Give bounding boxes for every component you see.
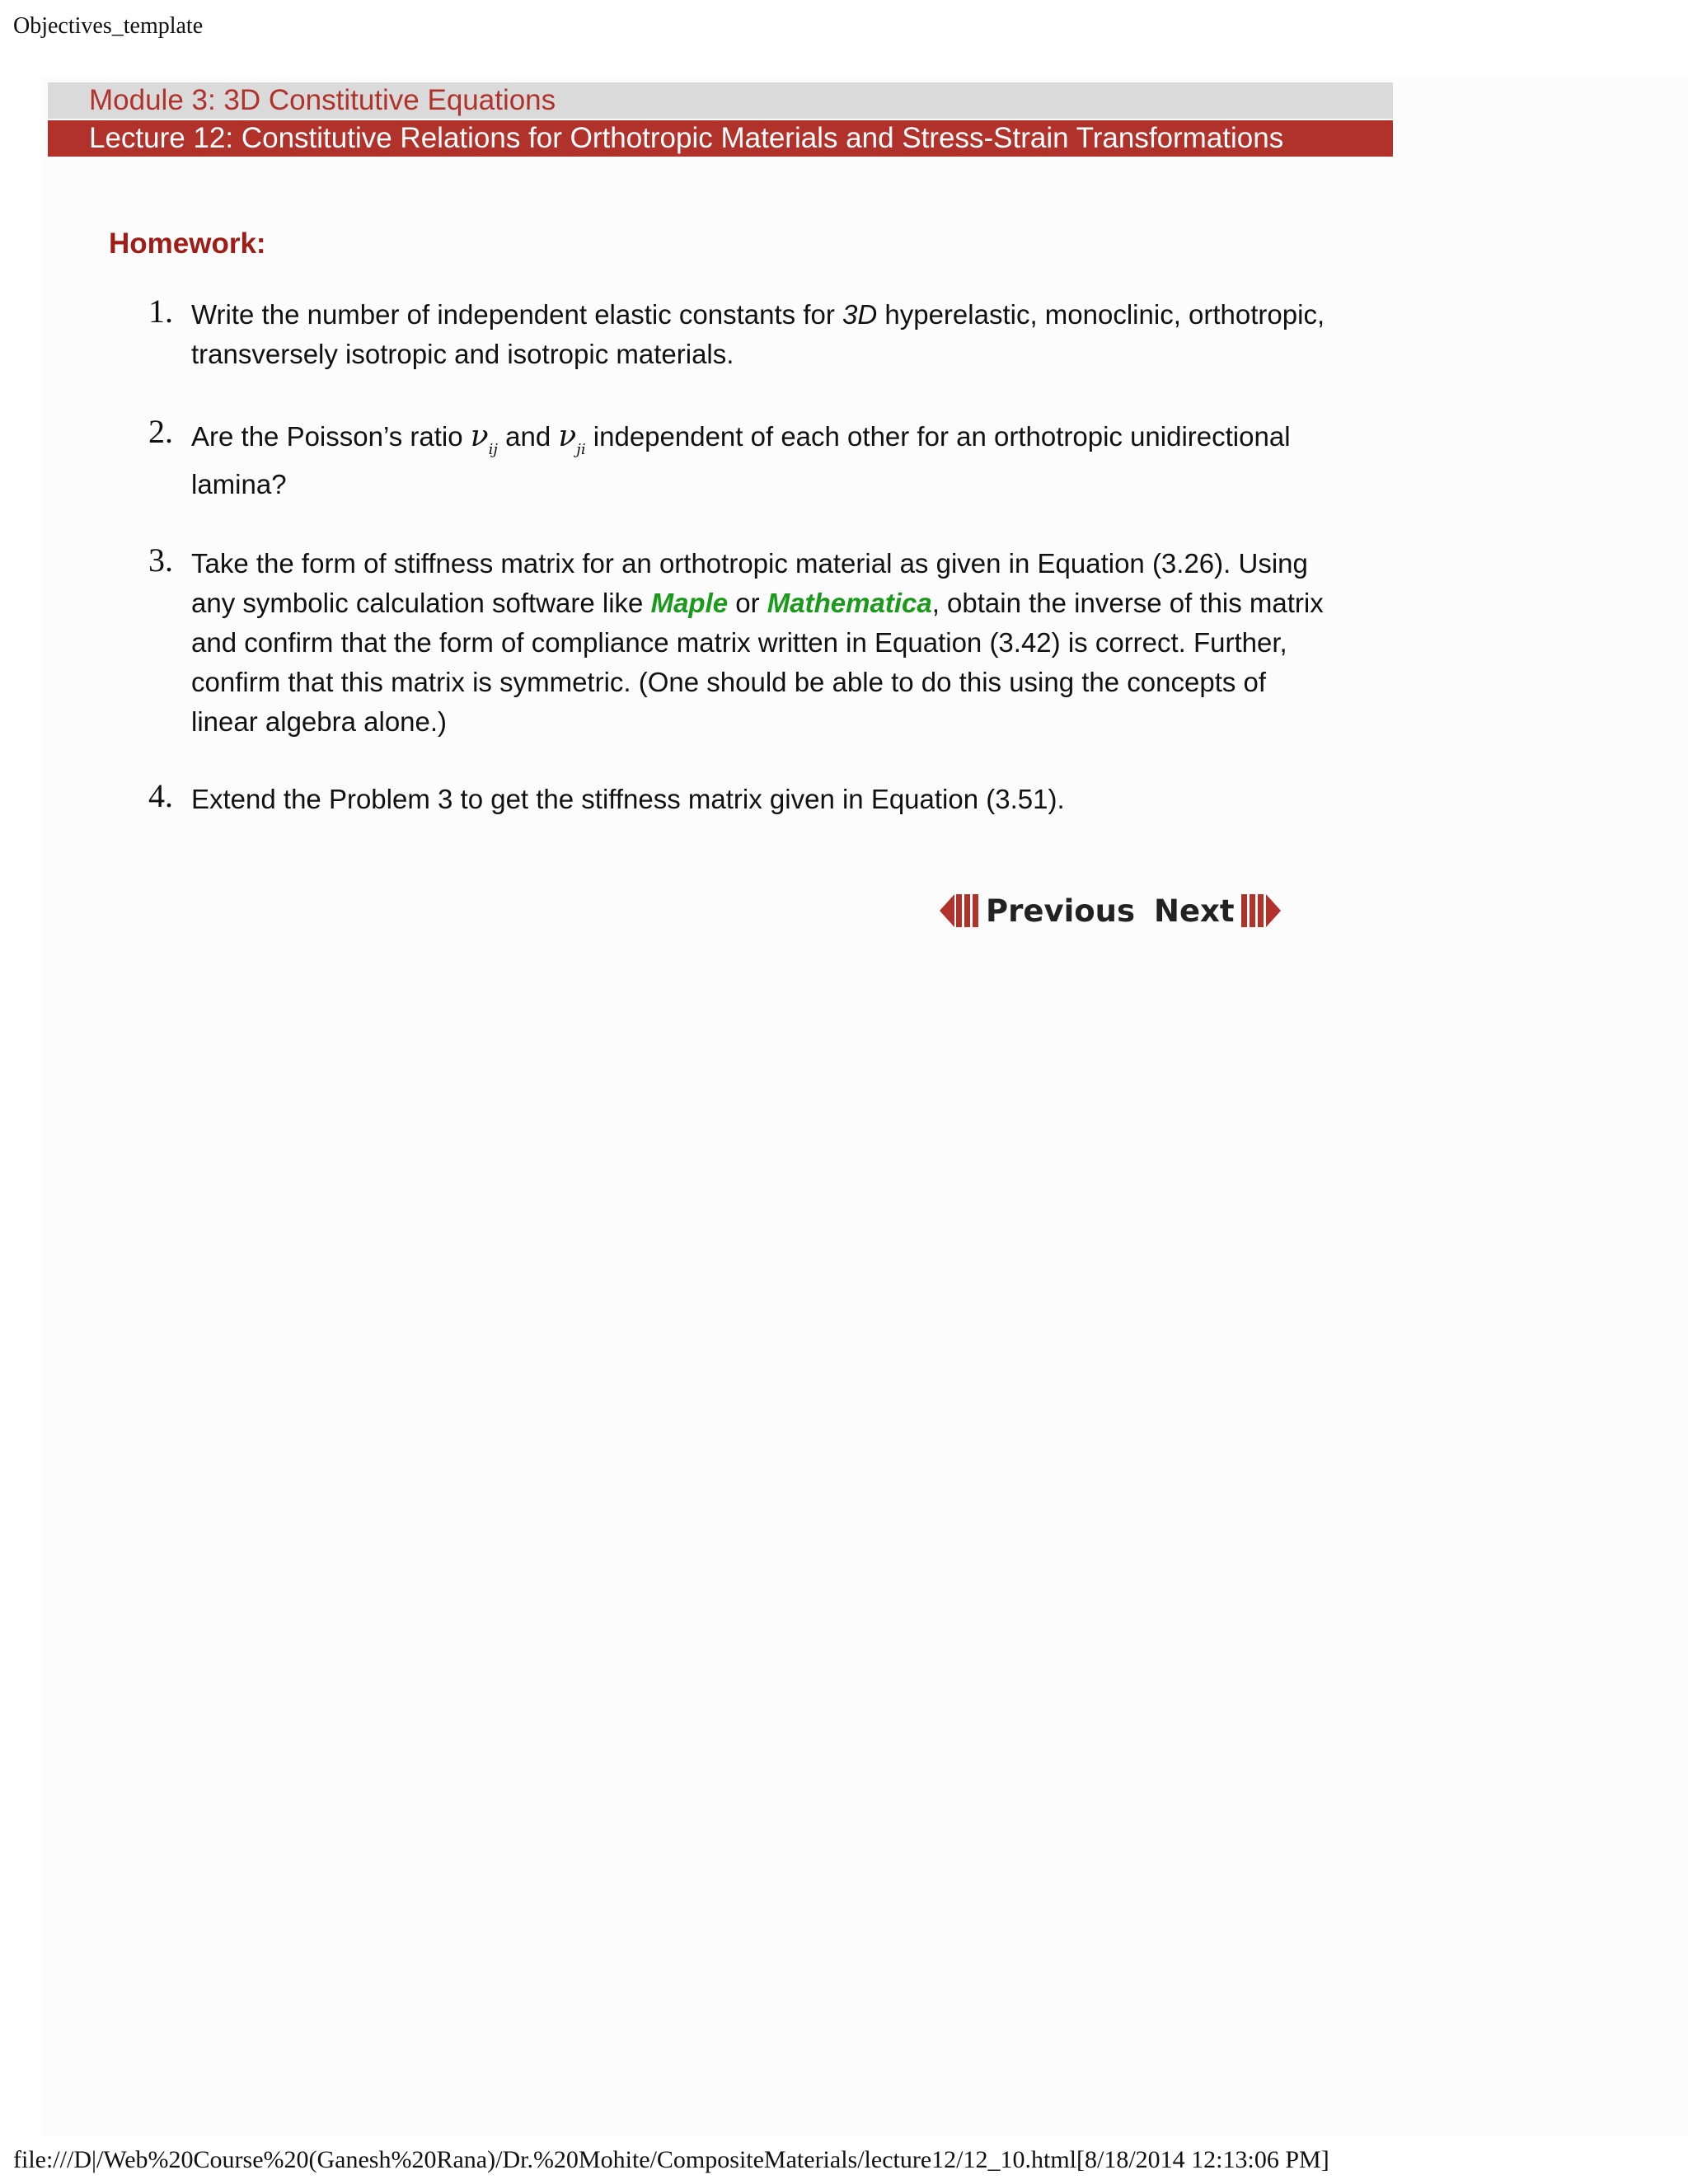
previous-label: Previous [986, 893, 1136, 929]
item-line: linear algebra alone.) [191, 706, 448, 737]
next-arrow-icon [1240, 893, 1282, 929]
page-background [41, 76, 1688, 2136]
item-line: any symbolic calculation software like Maple or Mathematica, obtain the inverse of this matrix [191, 588, 1324, 618]
item-number: 1. [148, 293, 173, 330]
nu-ji-symbol: $\nu_{ji}$ [558, 419, 586, 458]
item-line: and confirm that the form of compliance matrix written in Equation (3.42) is correct. Further, [191, 627, 1287, 658]
previous-arrow-icon [940, 893, 982, 929]
item-text [191, 780, 1345, 819]
mathematica-software-name: Mathematica [767, 588, 932, 618]
item-line: confirm that this matrix is symmetric. (One should be able to do this using the concepts of [191, 667, 1267, 697]
item-text [191, 544, 1345, 742]
item-number: 4. [148, 777, 173, 814]
item-number: 3. [148, 541, 173, 579]
item-line: Take the form of stiffness matrix for an orthotropic material as given in Equation (3.26). Using [191, 548, 1308, 579]
maple-software-name: Maple [650, 588, 729, 618]
next-label: Next [1154, 893, 1235, 929]
lecture-title: Lecture 12: Constitutive Relations for Orthotropic Materials and Stress-Strain Transformations [89, 122, 1284, 154]
item-line: lamina? [191, 469, 287, 499]
item-text [191, 415, 1345, 506]
homework-heading: Homework: [109, 227, 266, 260]
module-title: Module 3: 3D Constitutive Equations [89, 84, 556, 116]
lecture-header-bar [48, 120, 1393, 157]
item-line: transversely isotropic and isotropic materials. [191, 339, 734, 369]
module-header-bar [48, 82, 1393, 119]
item-line: Extend the Problem 3 to get the stiffness matrix given in Equation (3.51). [191, 784, 1065, 814]
nu-ij-symbol: $\nu_{ij}$ [470, 419, 498, 458]
item-number: 2. [148, 413, 173, 450]
document-title: Objectives_template [13, 13, 204, 39]
previous-button[interactable] [940, 890, 1135, 931]
next-button[interactable] [1154, 890, 1282, 931]
item-text [191, 295, 1345, 374]
item-line: Are the Poisson’s ratio $\nu_{ij}$ and $\nu_{ji}$ independent of each other for an orthotropic unidirectional [191, 419, 1291, 458]
footer-file-path: file:///D|/Web%20Course%20(Ganesh%20Rana)/Dr.%20Mohite/CompositeMaterials/lecture12/12_10.html[8/18/2014 12:13:06 PM] [13, 2146, 1329, 2173]
item-line: Write the number of independent elastic constants for 3D hyperelastic, monoclinic, orthotropic, [191, 299, 1325, 330]
